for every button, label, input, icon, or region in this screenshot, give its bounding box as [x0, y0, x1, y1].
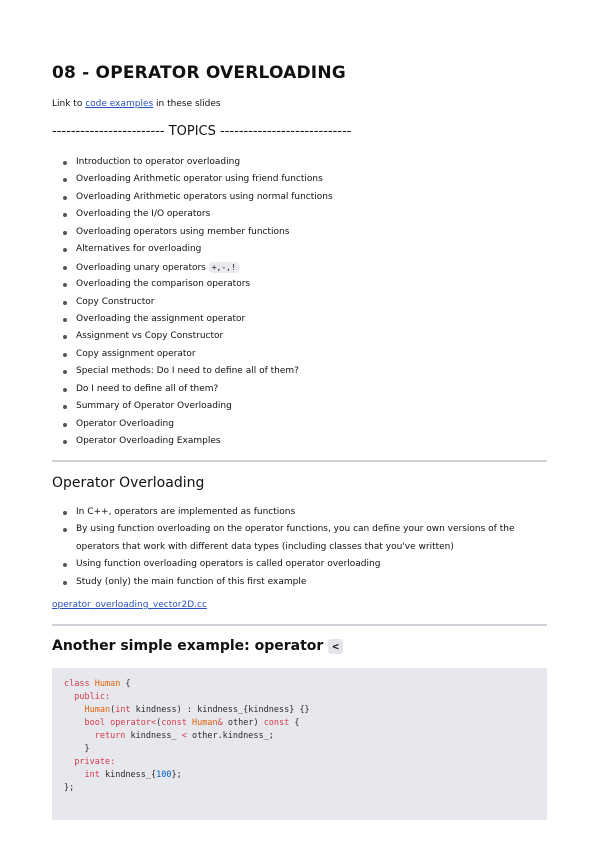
topic-item: Do I need to define all of them?: [52, 381, 333, 398]
intro-suffix: in these slides: [153, 99, 221, 109]
intro-line: [52, 99, 221, 109]
topic-item: Operator Overloading: [52, 416, 333, 433]
topic-item: Copy Constructor: [52, 294, 333, 311]
operator-less-code: <: [328, 639, 343, 654]
code-listing: class Human { public: Human(int kindness) : kindness_{kindness} {} bool operator<(const Human& other) const { return kindness_ < other.kindness_; } private: int kindness_{100}; };: [64, 679, 310, 793]
list-item: By using function overloading on the operator functions, you can define your own versions of the operators that work with different data types (including classes that you've written): [52, 521, 542, 556]
page-title: 08 - OPERATOR OVERLOADING: [52, 63, 346, 83]
topic-item: Overloading the comparison operators: [52, 276, 333, 293]
topics-list: [52, 154, 333, 450]
topic-item: Alternatives for overloading: [52, 241, 333, 258]
code-examples-link[interactable]: code examples: [85, 99, 154, 109]
section-divider: [52, 460, 547, 462]
section-divider: [52, 624, 547, 626]
topic-item: Copy assignment operator: [52, 346, 333, 363]
intro-prefix: Link to: [52, 99, 86, 109]
topic-item: Overloading the assignment operator: [52, 311, 333, 328]
section-heading-another-example: Another simple example: operator <: [52, 638, 343, 654]
list-item: In C++, operators are implemented as functions: [52, 504, 542, 521]
topic-item: Summary of Operator Overloading: [52, 398, 333, 415]
topics-header: ------------------------ TOPICS ----------------------------: [52, 124, 352, 139]
topic-item: Special methods: Do I need to define all of them?: [52, 363, 333, 380]
topic-item: Overloading Arithmetic operators using normal functions: [52, 189, 333, 206]
vector2d-file-link[interactable]: operator_overloading_vector2D.cc: [52, 600, 207, 610]
unary-ops-code: +,-,!: [209, 262, 239, 273]
code-block: [52, 668, 547, 820]
list-item: Using function overloading operators is called operator overloading: [52, 556, 542, 573]
topic-item: Introduction to operator overloading: [52, 154, 333, 171]
topic-item: Assignment vs Copy Constructor: [52, 328, 333, 345]
section-heading-operator-overloading: Operator Overloading: [52, 475, 205, 491]
topic-item: Overloading Arithmetic operator using friend functions: [52, 171, 333, 188]
list-item: Study (only) the main function of this first example: [52, 574, 542, 591]
topic-item: Overloading operators using member functions: [52, 224, 333, 241]
topic-item: Overloading the I/O operators: [52, 206, 333, 223]
operator-overloading-bullets: [52, 504, 542, 591]
topic-item: Operator Overloading Examples: [52, 433, 333, 450]
topic-item: Overloading unary operators +,-,!: [52, 259, 333, 276]
